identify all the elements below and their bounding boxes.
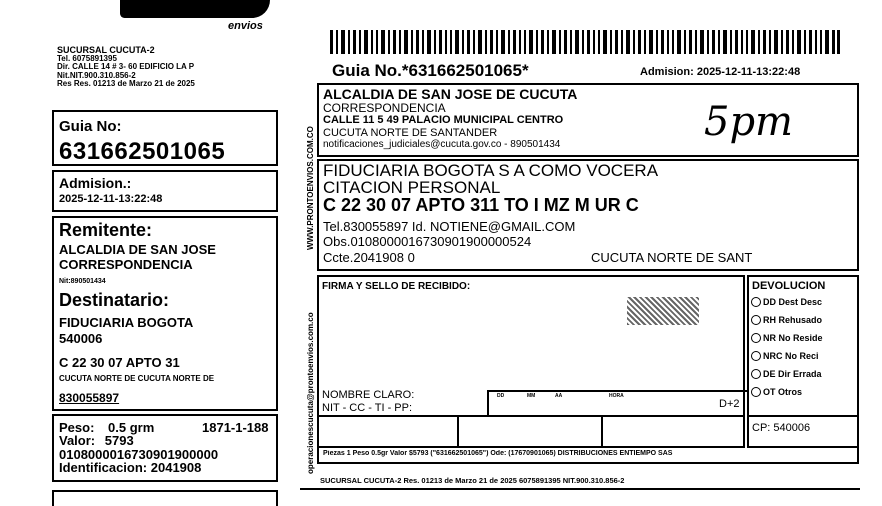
devolucion-option-label: RH Rehusado — [763, 315, 823, 325]
recipient-line-6: Ccte.2041908 0 — [323, 250, 415, 265]
valor-value: 5793 — [104, 433, 134, 448]
devolucion-option-rh[interactable] — [751, 311, 857, 329]
recipient-line-1: FIDUCIARIA BOGOTA S A COMO VOCERA — [323, 161, 659, 180]
logo — [60, 0, 280, 36]
scribble-stamp — [627, 297, 699, 325]
remitente-nit: Nit:890501434 — [59, 278, 106, 285]
date-header-dd: DD — [497, 393, 505, 399]
devolucion-option-nrc[interactable] — [751, 347, 857, 365]
radio-icon — [751, 297, 761, 307]
receipt-cell-sep-2 — [601, 417, 603, 448]
sender-line-2: CORRESPONDENCIA — [323, 101, 446, 115]
parties-box — [52, 216, 278, 411]
devolucion-option-nr[interactable] — [751, 329, 857, 347]
devolucion-option-label: OT Otros — [763, 387, 803, 397]
devolucion-option-ot[interactable] — [751, 383, 857, 401]
destinatario-address: C 22 30 07 APTO 31 — [59, 355, 180, 370]
sender-line-3: CALLE 11 5 49 PALACIO MUNICIPAL CENTRO — [323, 114, 564, 126]
recipient-line-3: C 22 30 07 APTO 311 TO I MZ M UR C — [323, 195, 639, 215]
branch-res: Res Res. 01213 de Marzo 21 de 2025 — [57, 79, 195, 88]
date-header-aa: AA — [555, 393, 563, 399]
devolucion-option-label: DE Dir Errada — [763, 369, 822, 379]
admision-box — [52, 170, 278, 212]
date-header-hora: HORA — [609, 393, 624, 399]
radio-icon — [751, 351, 761, 361]
recipient-line-2: CITACION PERSONAL — [323, 178, 501, 197]
footer-branch-line: SUCURSAL CUCUTA-2 Res. 01213 de Marzo 21 de 2025 6075891395 NIT.900.310.856-2 — [320, 476, 625, 485]
devolucion-divider — [749, 415, 857, 417]
header-guia: Guia No.*631662501065* — [332, 61, 529, 80]
remitente-label: Remitente: — [59, 220, 153, 240]
peso-box — [52, 414, 278, 482]
destinatario-name: FIDUCIARIA BOGOTA — [59, 315, 194, 330]
peso-code: 1871-1-188 — [202, 420, 269, 435]
remitente-name-2: CORRESPONDENCIA — [59, 257, 193, 272]
logo-text: envios — [228, 20, 263, 32]
branch-dir: Dir. CALLE 14 # 3- 60 EDIFICIO LA P — [57, 62, 195, 71]
firma-label: FIRMA Y SELLO DE RECIBIDO: — [322, 281, 471, 292]
vertical-email: operacionescucuta@prontoenvios.com.co — [306, 312, 315, 474]
branch-tel: Tel. 6075891395 — [57, 53, 117, 63]
identificacion-value: 2041908 — [150, 460, 202, 475]
peso-value: 0.5 grm — [108, 420, 155, 435]
destinatario-city: CUCUTA NORTE DE CUCUTA NORTE DE — [59, 374, 215, 383]
barcode — [330, 30, 840, 54]
sender-line-5: notificaciones_judiciales@cucuta.gov.co - 890501434 — [323, 139, 561, 150]
radio-icon — [751, 387, 761, 397]
logo-swoosh — [120, 0, 270, 18]
nit-label: NIT - CC - TI - PP: — [322, 402, 413, 414]
radio-icon — [751, 315, 761, 325]
destinatario-code: 540006 — [59, 331, 103, 346]
identificacion-label: Identificacion: — [59, 460, 148, 475]
identificacion-row — [59, 460, 201, 475]
destinatario-label: Destinatario: — [59, 290, 170, 310]
remitente-name-1: ALCALDIA DE SAN JOSE — [59, 242, 216, 257]
destinatario-id: 830055897 — [59, 391, 120, 405]
branch-info — [57, 46, 282, 89]
branch-nit: Nit.NIT.900.310.856-2 — [57, 70, 136, 80]
sender-block — [317, 83, 859, 157]
d2-label: D+2 — [719, 398, 740, 410]
admision-label: Admision.: — [59, 175, 132, 191]
recipient-line-4: Tel.830055897 Id. NOTIENE@GMAIL.COM — [323, 219, 576, 234]
devolucion-cp: CP: 540006 — [752, 422, 811, 434]
devolucion-option-de[interactable] — [751, 365, 857, 383]
footer-pieces-line: Piezas 1 Peso 0.5gr Valor $5793 ("631662501065") Ode: (17670901065) DISTRIBUCIONES ENTIEMPO SAS — [323, 450, 673, 457]
devolucion-list — [751, 293, 857, 401]
radio-icon — [751, 369, 761, 379]
branch-name: SUCURSAL CUCUTA-2 — [57, 45, 155, 55]
guia-number: 631662501065 — [59, 138, 226, 165]
nombre-label: NOMBRE CLARO: — [322, 389, 415, 401]
footer-bottom-rule — [300, 488, 860, 490]
devolucion-option-label: NR No Reside — [763, 333, 823, 343]
recipient-city: CUCUTA NORTE DE SANT — [591, 250, 753, 265]
recipient-block — [317, 159, 859, 271]
devolucion-block — [747, 275, 859, 448]
guia-label: Guia No: — [59, 118, 122, 135]
sender-line-1: ALCALDIA DE SAN JOSE DE CUCUTA — [323, 86, 578, 102]
date-header-mm: MM — [527, 393, 536, 399]
receipt-block — [317, 275, 745, 448]
valor-row — [59, 433, 134, 448]
sender-line-4: CUCUTA NORTE DE SANTANDER — [323, 127, 498, 139]
devolucion-title: DEVOLUCION — [752, 280, 826, 292]
valor-label: Valor: — [59, 433, 96, 448]
handwritten-note: 5pm — [704, 99, 793, 145]
vertical-website: WWW.PRONTOENVIOS.COM.CO — [306, 126, 315, 250]
date-box — [487, 390, 747, 416]
receipt-cell-sep-1 — [457, 417, 459, 448]
header-admision: Admision: 2025-12-11-13:22:48 — [640, 66, 801, 78]
receipt-divider — [319, 415, 743, 417]
recipient-line-5: Obs.0108000016730901900000524 — [323, 234, 532, 249]
devolucion-option-dd[interactable] — [751, 293, 857, 311]
long-code: 0108000016730901900000 — [59, 447, 219, 462]
peso-label: Peso: — [59, 420, 95, 435]
admision-value: 2025-12-11-13:22:48 — [59, 193, 163, 205]
radio-icon — [751, 333, 761, 343]
devolucion-option-label: DD Dest Desc — [763, 297, 823, 307]
footer-pieces-box — [317, 448, 859, 464]
devolucion-option-label: NRC No Reci — [763, 351, 819, 361]
guia-box — [52, 110, 278, 166]
